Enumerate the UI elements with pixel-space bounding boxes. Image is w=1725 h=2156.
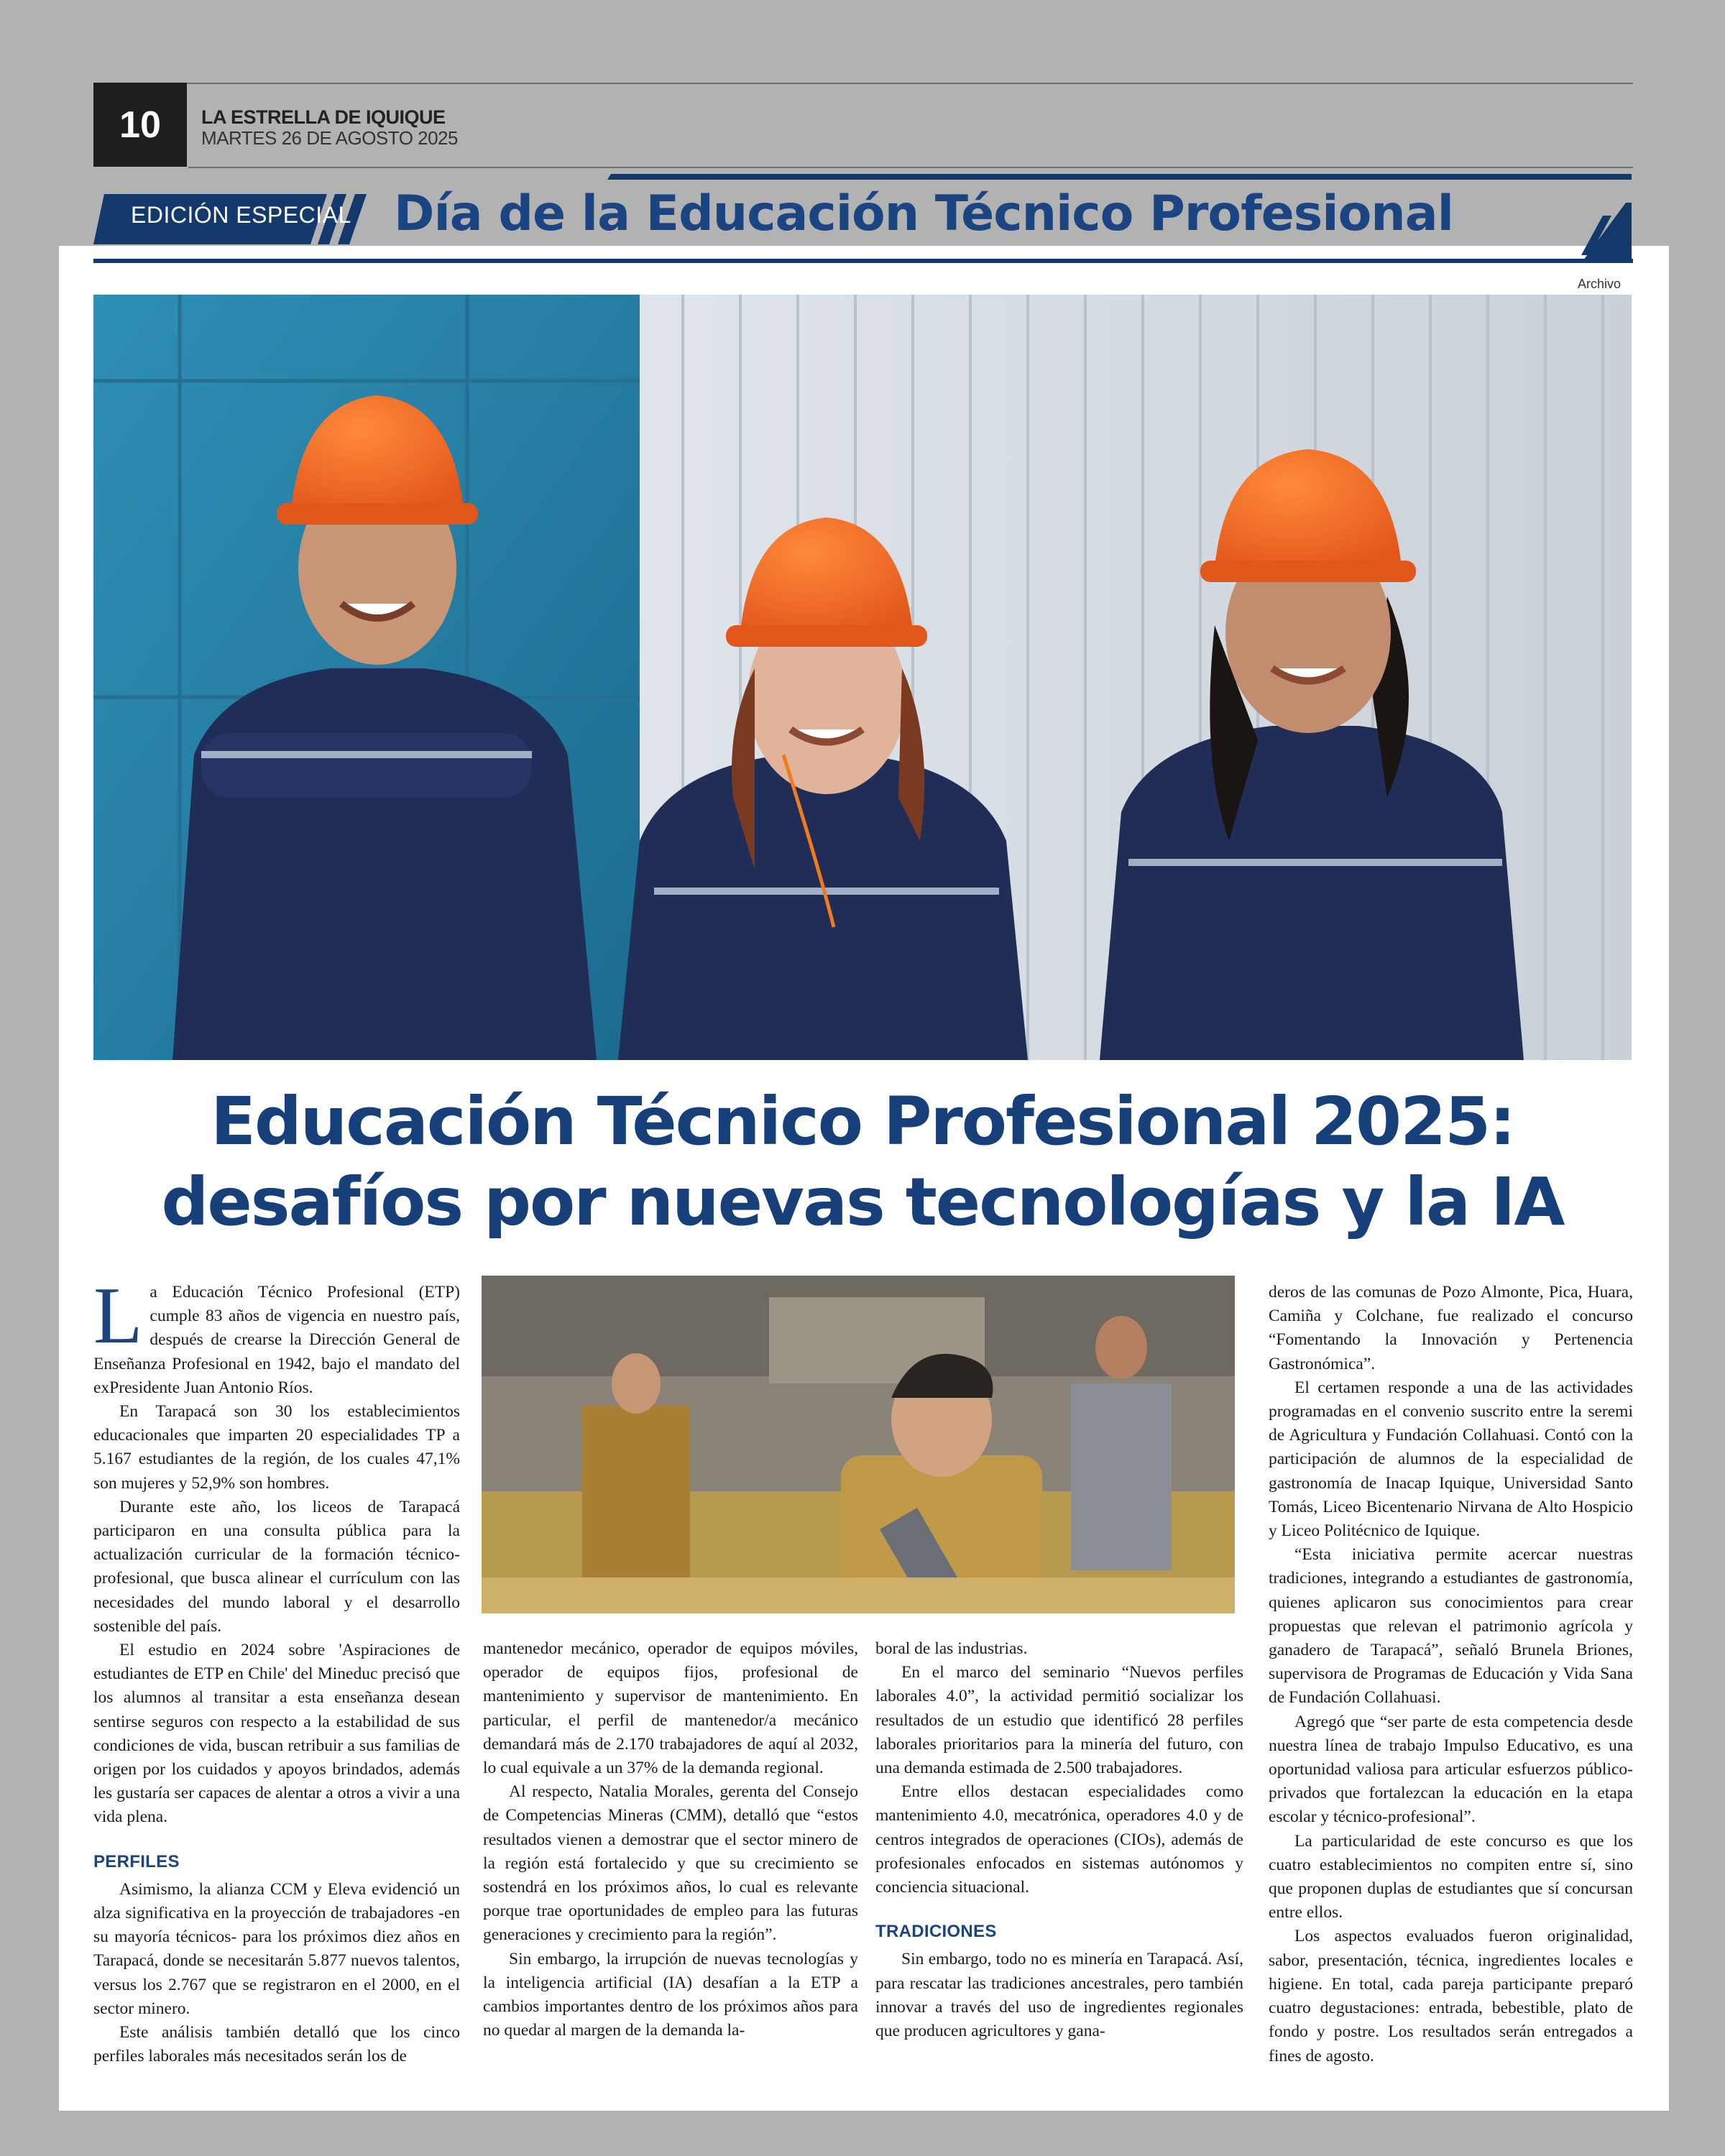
workshop-photo bbox=[482, 1276, 1235, 1613]
article-headline bbox=[93, 1082, 1632, 1243]
paragraph: Durante este año, los liceos de Tarapacá participaron en una consulta pública para la actualización curricular de la formación técnico-profesional, que busca alinear el currículum con las necesidades del mundo laboral y el desarrollo sostenible del país. bbox=[93, 1497, 460, 1636]
article-column-1 bbox=[93, 1271, 460, 2069]
paragraph: Entre ellos destacan especialidades como mantenimiento 4.0, mecatrónica, operadores 4.0 y de centros integrados de operaciones (CIOs), además de profesionales enfocados en sistemas autónomos y conciencia situacional. bbox=[875, 1782, 1243, 1897]
paragraph: Sin embargo, todo no es minería en Tarapacá. Así, para rescatar las tradiciones ancestrales, pero también innovar a través del uso de ingredientes regionales que producen agricultores y gana- bbox=[875, 1950, 1243, 2041]
paragraph: Sin embargo, la irrupción de nuevas tecnologías y la inteligencia artificial (IA) desafían a la ETP a cambios importantes dentro de los próximos años para no quedar al margen de la demanda la- bbox=[483, 1949, 858, 2040]
paragraph: El estudio en 2024 sobre 'Aspiraciones de estudiantes de ETP en Chile' del Mineduc precisó que los alumnos al transitar a esta enseñanza desean sentirse seguros con respecto a la estabilidad de sus condiciones de vida, buscan retribuir a sus familias de origen por los cuidados y apoyos brindados, además les gustaría ser capaces de alentar a otros a vivir a una vida plena. bbox=[93, 1641, 460, 1827]
paragraph: deros de las comunas de Pozo Almonte, Pica, Huara, Camiña y Colchane, fue realizado el concurso “Fomentando la Innovación y Pertenencia Gastronómica”. bbox=[1269, 1283, 1633, 1373]
section-label: EDICIÓN ESPECIAL bbox=[131, 202, 351, 228]
section-title: Día de la Educación Técnico Profesional bbox=[394, 185, 1453, 242]
paragraph: Agregó que “ser parte de esta competencia desde nuestra línea de trabajo Impulso Educativo, es una oportunidad valiosa para articular esfuerzos público-privados que fortalezcan la educación en la etapa escolar y técnico-profesional”. bbox=[1269, 1712, 1633, 1827]
paragraph: mantenedor mecánico, operador de equipos móviles, operador de equipos fijos, profesional de mantenimiento y supervisor de mantenimiento. En particular, el perfil de mantenedor/a mecánico demandará más de 2.170 trabajadores de aquí al 2032, lo cual equivale a un 37% de la demanda regional. bbox=[483, 1639, 858, 1778]
headline-line-1: Educación Técnico Profesional 2025: bbox=[211, 1083, 1514, 1160]
paragraph: En Tarapacá son 30 los establecimientos educacionales que imparten 20 especialidades TP a 5.167 estudiantes de la región, de los cuales 47,1% son mujeres y 52,9% son hombres. bbox=[93, 1402, 460, 1493]
paragraph: Este análisis también detalló que los cinco perfiles laborales más necesitados serán los de bbox=[93, 2023, 460, 2066]
article-column-3 bbox=[875, 1637, 1243, 2043]
subhead-tradiciones: TRADICIONES bbox=[875, 1922, 997, 1942]
paragraph: boral de las industrias. bbox=[875, 1639, 1028, 1658]
headline-line-2: desafíos por nuevas tecnologías y la IA bbox=[161, 1164, 1564, 1240]
article-column-4 bbox=[1269, 1281, 1633, 2068]
subhead-perfiles: PERFILES bbox=[93, 1851, 180, 1871]
hero-photo bbox=[93, 295, 1632, 1060]
page-number: 10 bbox=[93, 83, 187, 167]
newspaper-name: LA ESTRELLA DE IQUIQUE bbox=[201, 106, 446, 128]
drop-cap: L bbox=[93, 1271, 143, 1360]
paragraph: En el marco del seminario “Nuevos perfiles laborales 4.0”, la actividad permitió socializar los resultados de un estudio que identificó 28 perfiles laborales prioritarios para la minería del futuro, con una demanda estimada de 2.500 trabajadores. bbox=[875, 1663, 1243, 1778]
section-band-rule bbox=[93, 259, 1633, 263]
paragraph: El certamen responde a una de las actividades programadas en el convenio suscrito entre la seremi de Agricultura y Fundación Collahuasi. Contó con la participación de alumnos de la especialidad de gastronomía de Inacap Iquique, Universidad Santo Tomás, Liceo Bicentenario Nirvana de Alto Hospicio y Liceo Politécnico de Iquique. bbox=[1269, 1378, 1633, 1541]
photo-credit: Archivo bbox=[1578, 277, 1622, 291]
issue-date: MARTES 26 DE AGOSTO 2025 bbox=[201, 127, 458, 149]
section-band-graphic bbox=[0, 0, 1725, 287]
paragraph: a Educación Técnico Profesional (ETP) cumple 83 años de vigencia en nuestro país, después de crearse la Dirección General de Enseñanza Profesional en 1942, bajo el mandato del exPresidente Juan Antonio Ríos. bbox=[93, 1283, 460, 1397]
paragraph: La particularidad de este concurso es que los cuatro establecimientos no compiten entre sí, sino que proponen duplas de estudiantes que sí concursan entre ellos. bbox=[1269, 1831, 1633, 1922]
paragraph: “Esta iniciativa permite acercar nuestras tradiciones, integrando a estudiantes de gastronomía, quienes aplicaron sus conocimientos para crear propuestas que relevan el patrimonio agrícola y ganadero de Tarapacá”, señaló Brunela Briones, supervisora de Programas de Educación y Vida Sana de Fundación Collahuasi. bbox=[1269, 1545, 1633, 1708]
paragraph: Al respecto, Natalia Morales, gerenta del Consejo de Competencias Mineras (CMM), detalló que “estos resultados vienen a demostrar que el sector minero de la región está fortalecido y que su crecimiento se sostendrá en los próximos años, lo cual es relevante porque trae oportunidades de empleo para las futuras generaciones y crecimiento para la región”. bbox=[483, 1782, 858, 1945]
paragraph: Los aspectos evaluados fueron originalidad, sabor, presentación, técnica, ingredientes locales e higiene. En total, cada pareja participante preparó cuatro degustaciones: entrada, bebestible, plato de fondo y postre. Los resultados serán entregados a fines de agosto. bbox=[1269, 1927, 1633, 2065]
article-column-2 bbox=[483, 1637, 858, 2042]
paragraph: Asimismo, la alianza CCM y Eleva evidenció un alza significativa en la proyección de trabajadores -en su mayoría técnicos- para los próximos diez años en Tarapacá, donde se necesitarán 5.877 nuevos talentos, versus los 2.767 que se registraron en el 2000, en el sector minero. bbox=[93, 1879, 460, 2018]
